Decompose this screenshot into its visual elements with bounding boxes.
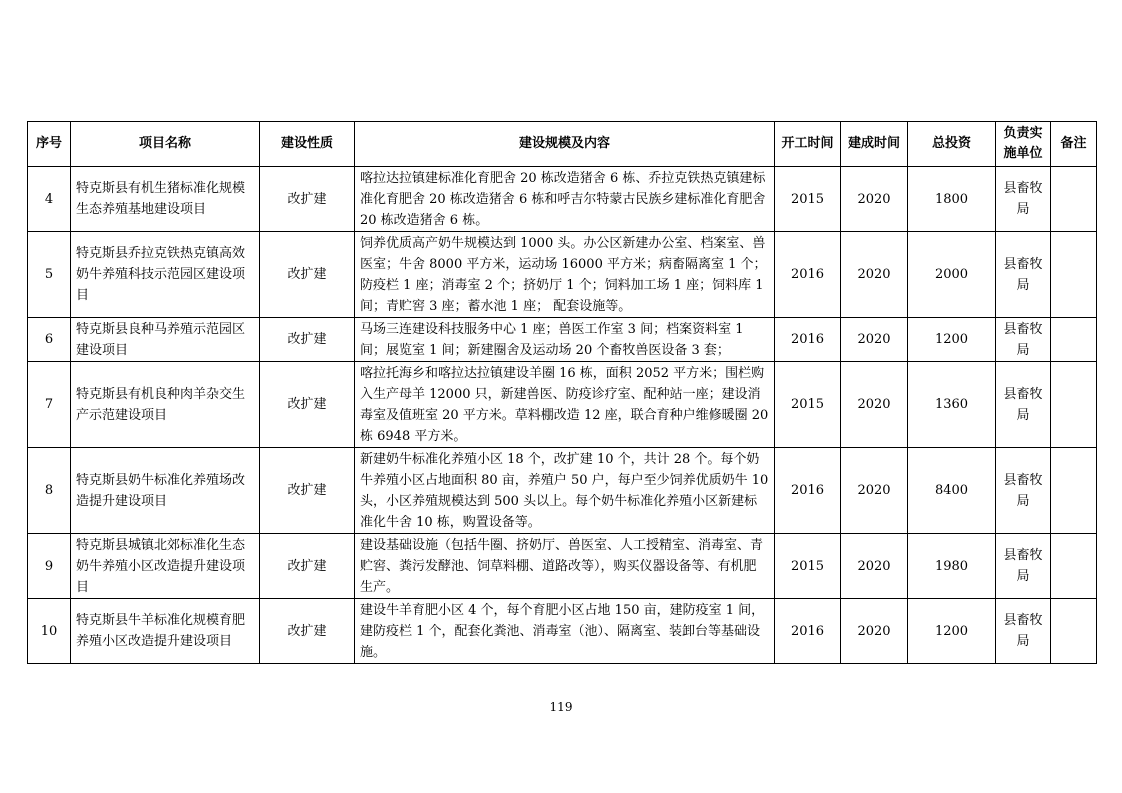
cell-start: 2016 <box>775 318 841 362</box>
cell-scope: 建设牛羊育肥小区 4 个，每个育肥小区占地 150 亩，建防疫室 1 间，建防疫栏 1 个，配套化粪池、消毒室（池）、隔离室、装卸台等基础设施。 <box>355 599 775 664</box>
cell-scope: 喀拉达拉镇建标准化育肥舍 20 栋改造猪舍 6 栋、乔拉克铁热克镇建标准化育肥舍 20 栋改造猪舍 6 栋和呼吉尔特蒙古民族乡建标准化育肥舍 20 栋改造猪舍 6 栋。 <box>355 167 775 232</box>
cell-start: 2015 <box>775 534 841 599</box>
cell-scope: 喀拉托海乡和喀拉达拉镇建设羊圈 16 栋，面积 2052 平方米；围栏购入生产母羊 12000 只，新建兽医、防疫诊疗室、配种站一座；建设消毒室及值班室 20 平方米。草料棚改造 12 座，联合育种户维修暖圈 20 栋 6948 平方米。 <box>355 362 775 448</box>
cell-seq: 10 <box>28 599 71 664</box>
cell-name: 特克斯县城镇北郊标准化生态奶牛养殖小区改造提升建设项目 <box>71 534 260 599</box>
cell-investment: 2000 <box>908 232 996 318</box>
cell-start: 2015 <box>775 167 841 232</box>
header-nature: 建设性质 <box>260 122 355 167</box>
cell-scope: 建设基础设施（包括牛圈、挤奶厅、兽医室、人工授精室、消毒室、青贮窖、粪污发酵池、饲草料棚、道路改等），购买仪器设备等、有机肥生产。 <box>355 534 775 599</box>
cell-unit: 县畜牧局 <box>996 362 1051 448</box>
cell-start: 2016 <box>775 232 841 318</box>
cell-start: 2015 <box>775 362 841 448</box>
cell-name: 特克斯县有机生猪标准化规模生态养殖基地建设项目 <box>71 167 260 232</box>
cell-finish: 2020 <box>841 362 908 448</box>
cell-seq: 6 <box>28 318 71 362</box>
cell-investment: 1800 <box>908 167 996 232</box>
table-row <box>28 318 1097 362</box>
cell-unit: 县畜牧局 <box>996 448 1051 534</box>
cell-unit: 县畜牧局 <box>996 318 1051 362</box>
cell-seq: 7 <box>28 362 71 448</box>
cell-start: 2016 <box>775 599 841 664</box>
header-unit: 负责实施单位 <box>996 122 1051 167</box>
cell-nature: 改扩建 <box>260 232 355 318</box>
table-row <box>28 534 1097 599</box>
cell-finish: 2020 <box>841 599 908 664</box>
page-number: 119 <box>549 700 573 714</box>
cell-name: 特克斯县有机良种肉羊杂交生产示范建设项目 <box>71 362 260 448</box>
table-header-row <box>28 122 1097 167</box>
header-remark: 备注 <box>1051 122 1097 167</box>
cell-finish: 2020 <box>841 448 908 534</box>
cell-investment: 1360 <box>908 362 996 448</box>
cell-investment: 1200 <box>908 599 996 664</box>
cell-unit: 县畜牧局 <box>996 232 1051 318</box>
header-investment: 总投资 <box>908 122 996 167</box>
table-row <box>28 599 1097 664</box>
header-scope: 建设规模及内容 <box>355 122 775 167</box>
header-name: 项目名称 <box>71 122 260 167</box>
cell-finish: 2020 <box>841 318 908 362</box>
cell-remark <box>1051 167 1097 232</box>
cell-name: 特克斯县牛羊标准化规模育肥养殖小区改造提升建设项目 <box>71 599 260 664</box>
cell-scope: 马场三连建设科技服务中心 1 座；兽医工作室 3 间；档案资料室 1 间；展览室 1 间；新建圈舍及运动场 20 个畜牧兽医设备 3 套； <box>355 318 775 362</box>
cell-seq: 8 <box>28 448 71 534</box>
project-table <box>27 121 1097 664</box>
cell-scope: 饲养优质高产奶牛规模达到 1000 头。办公区新建办公室、档案室、兽医室；牛舍 8000 平方米，运动场 16000 平方米；病畜隔离室 1 个；防疫栏 1 座；消毒室 2 个；挤奶厅 1 个；饲料加工场 1 座；饲料库 1 间；青贮窖 3 座；蓄水池 1 座； 配套设施等。 <box>355 232 775 318</box>
table-row <box>28 448 1097 534</box>
cell-seq: 5 <box>28 232 71 318</box>
cell-scope: 新建奶牛标准化养殖小区 18 个，改扩建 10 个，共计 28 个。每个奶牛养殖小区占地面积 80 亩，养殖户 50 户，每户至少饲养优质奶牛 10 头，小区养殖规模达到 500 头以上。每个奶牛标准化养殖小区新建标准化牛舍 10 栋，购置设备等。 <box>355 448 775 534</box>
cell-unit: 县畜牧局 <box>996 534 1051 599</box>
cell-name: 特克斯县奶牛标准化养殖场改造提升建设项目 <box>71 448 260 534</box>
cell-unit: 县畜牧局 <box>996 599 1051 664</box>
cell-nature: 改扩建 <box>260 362 355 448</box>
table-row <box>28 362 1097 448</box>
cell-nature: 改扩建 <box>260 167 355 232</box>
cell-finish: 2020 <box>841 232 908 318</box>
cell-nature: 改扩建 <box>260 599 355 664</box>
cell-finish: 2020 <box>841 167 908 232</box>
cell-remark <box>1051 362 1097 448</box>
cell-nature: 改扩建 <box>260 318 355 362</box>
cell-nature: 改扩建 <box>260 448 355 534</box>
table-row <box>28 232 1097 318</box>
cell-nature: 改扩建 <box>260 534 355 599</box>
cell-unit: 县畜牧局 <box>996 167 1051 232</box>
cell-remark <box>1051 599 1097 664</box>
cell-start: 2016 <box>775 448 841 534</box>
cell-investment: 8400 <box>908 448 996 534</box>
cell-investment: 1200 <box>908 318 996 362</box>
cell-remark <box>1051 318 1097 362</box>
cell-investment: 1980 <box>908 534 996 599</box>
cell-seq: 9 <box>28 534 71 599</box>
header-seq: 序号 <box>28 122 71 167</box>
header-finish: 建成时间 <box>841 122 908 167</box>
cell-remark <box>1051 448 1097 534</box>
cell-remark <box>1051 232 1097 318</box>
cell-remark <box>1051 534 1097 599</box>
header-start: 开工时间 <box>775 122 841 167</box>
table-row <box>28 167 1097 232</box>
cell-finish: 2020 <box>841 534 908 599</box>
cell-name: 特克斯县乔拉克铁热克镇高效奶牛养殖科技示范园区建设项目 <box>71 232 260 318</box>
cell-seq: 4 <box>28 167 71 232</box>
cell-name: 特克斯县良种马养殖示范园区建设项目 <box>71 318 260 362</box>
